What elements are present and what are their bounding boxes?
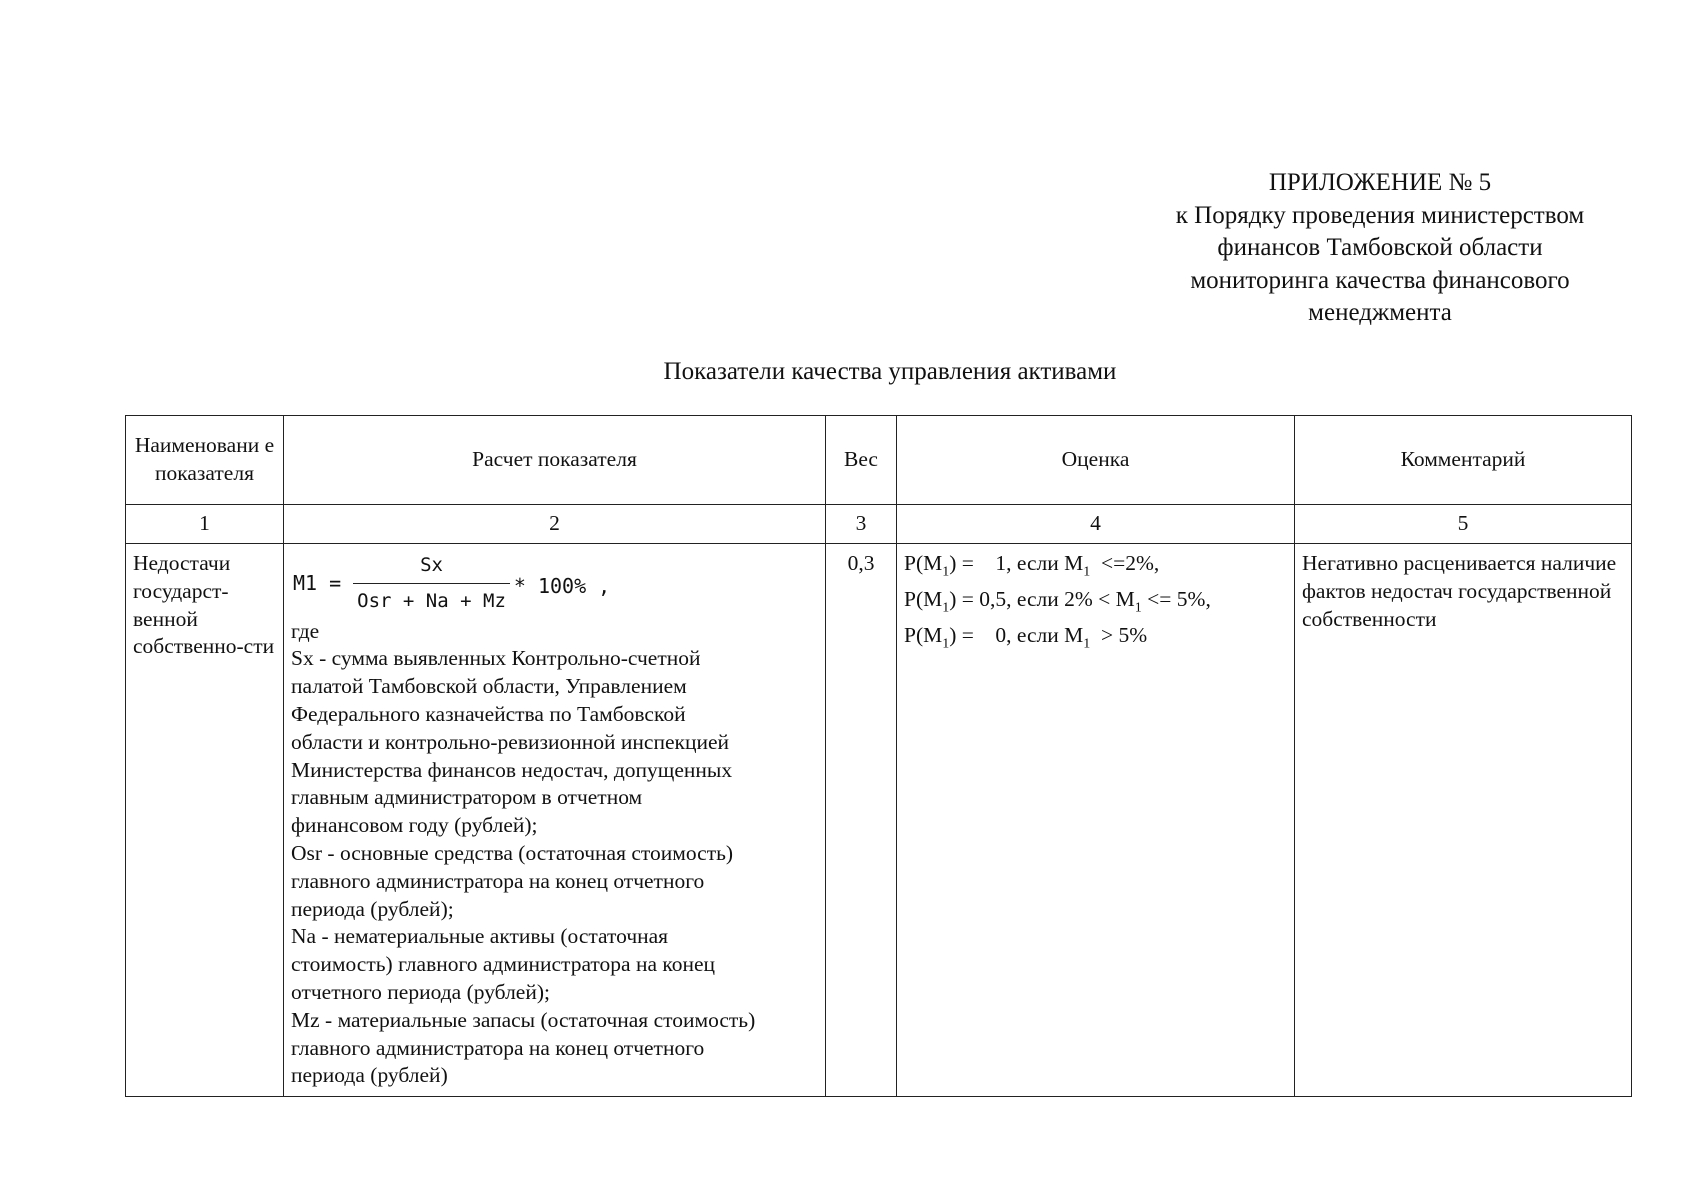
- weight-cell: 0,3: [826, 544, 897, 1097]
- appendix-line: финансов Тамбовской области: [1217, 234, 1543, 261]
- score-text: P(M: [904, 587, 943, 612]
- header-calculation: Расчет показателя: [284, 416, 826, 505]
- score-text: <=2%,: [1090, 551, 1160, 575]
- formula-lhs: M1 =: [293, 570, 342, 595]
- description-line: Sx - сумма выявленных Контрольно-счетной: [291, 646, 701, 671]
- description-line: области и контрольно-ревизионной инспекцией: [291, 729, 730, 754]
- formula-numerator: Sx: [420, 554, 443, 576]
- header-comment: Комментарий: [1295, 416, 1632, 505]
- score-text: > 5%: [1090, 623, 1148, 648]
- column-number: 5: [1295, 505, 1632, 544]
- score-subscript: 1: [942, 636, 950, 652]
- comment-cell: Негативно расценивается наличие фактов недостач государственной собственности: [1295, 544, 1632, 1097]
- formula-denominator: Osr + Na + Mz: [353, 583, 510, 616]
- description-line: Министерства финансов недостач, допущенных: [291, 757, 733, 782]
- column-number: 3: [826, 505, 897, 544]
- description-line: периода (рублей): [291, 1063, 448, 1088]
- score-rule: [904, 586, 1287, 622]
- description-line: Федерального казначейства по Тамбовской: [291, 701, 686, 726]
- score-text: <= 5%,: [1141, 587, 1211, 612]
- description-line: стоимость) главного администратора на конец: [291, 952, 716, 977]
- score-rule: [904, 622, 1287, 658]
- description-line: периода (рублей);: [291, 896, 454, 921]
- calculation-cell: [284, 544, 826, 1097]
- formula-description: [291, 618, 818, 1091]
- appendix-line: менеджмента: [1308, 299, 1452, 326]
- score-rules: [904, 550, 1287, 658]
- appendix-line: мониторинга качества финансового: [1190, 266, 1570, 294]
- appendix-heading: ПРИЛОЖЕНИЕ № 5: [1268, 169, 1492, 196]
- indicators-table: [125, 415, 1632, 1097]
- appendix-line: к Порядку проведения министерством: [1175, 201, 1585, 229]
- description-line: финансовом году (рублей);: [291, 813, 538, 838]
- description-line: главного администратора на конец отчетного: [291, 868, 705, 893]
- formula-fraction: [353, 552, 510, 616]
- score-subscript: 1: [942, 564, 950, 580]
- score-subscript: 1: [942, 600, 950, 616]
- description-line: Na - нематериальные активы (остаточная: [291, 924, 669, 949]
- indicator-name-cell: Недостачи государст-венной собственно-сти: [126, 544, 284, 1097]
- score-rule: [904, 550, 1287, 586]
- header-indicator-name: Наименовани е показателя: [126, 416, 284, 505]
- score-text: P(M: [904, 623, 943, 648]
- column-number: 4: [897, 505, 1295, 544]
- score-subscript: 1: [1083, 564, 1091, 580]
- score-text: ) = 1, если M: [949, 551, 1084, 575]
- score-cell: [897, 544, 1295, 1097]
- table-row: [126, 544, 1632, 1097]
- score-text: P(M: [904, 551, 943, 575]
- score-subscript: 1: [1083, 636, 1091, 652]
- document-title: Показатели качества управления активами: [663, 358, 1117, 385]
- column-number: 1: [126, 505, 284, 544]
- score-text: ) = 0, если M: [949, 623, 1084, 648]
- description-line: главным администратором в отчетном: [291, 785, 643, 810]
- description-line: Mz - материальные запасы (остаточная стоимость): [291, 1007, 756, 1032]
- formula-rhs: * 100% ,: [513, 573, 611, 598]
- score-subscript: 1: [1134, 600, 1142, 616]
- score-text: ) = 0,5, если 2% < M: [949, 587, 1135, 612]
- column-number-row: [126, 505, 1632, 544]
- description-line: Osr - основные средства (остаточная стоимость): [291, 840, 734, 865]
- header-weight: Вес: [826, 416, 897, 505]
- description-line: палатой Тамбовской области, Управлением: [291, 674, 687, 699]
- description-line: отчетного периода (рублей);: [291, 979, 550, 1004]
- description-line: главного администратора на конец отчетного: [291, 1035, 705, 1060]
- formula: [293, 552, 818, 616]
- description-line: где: [291, 618, 320, 643]
- table-header-row: [126, 416, 1632, 505]
- appendix-block: [1120, 167, 1640, 330]
- header-score: Оценка: [897, 416, 1295, 505]
- column-number: 2: [284, 505, 826, 544]
